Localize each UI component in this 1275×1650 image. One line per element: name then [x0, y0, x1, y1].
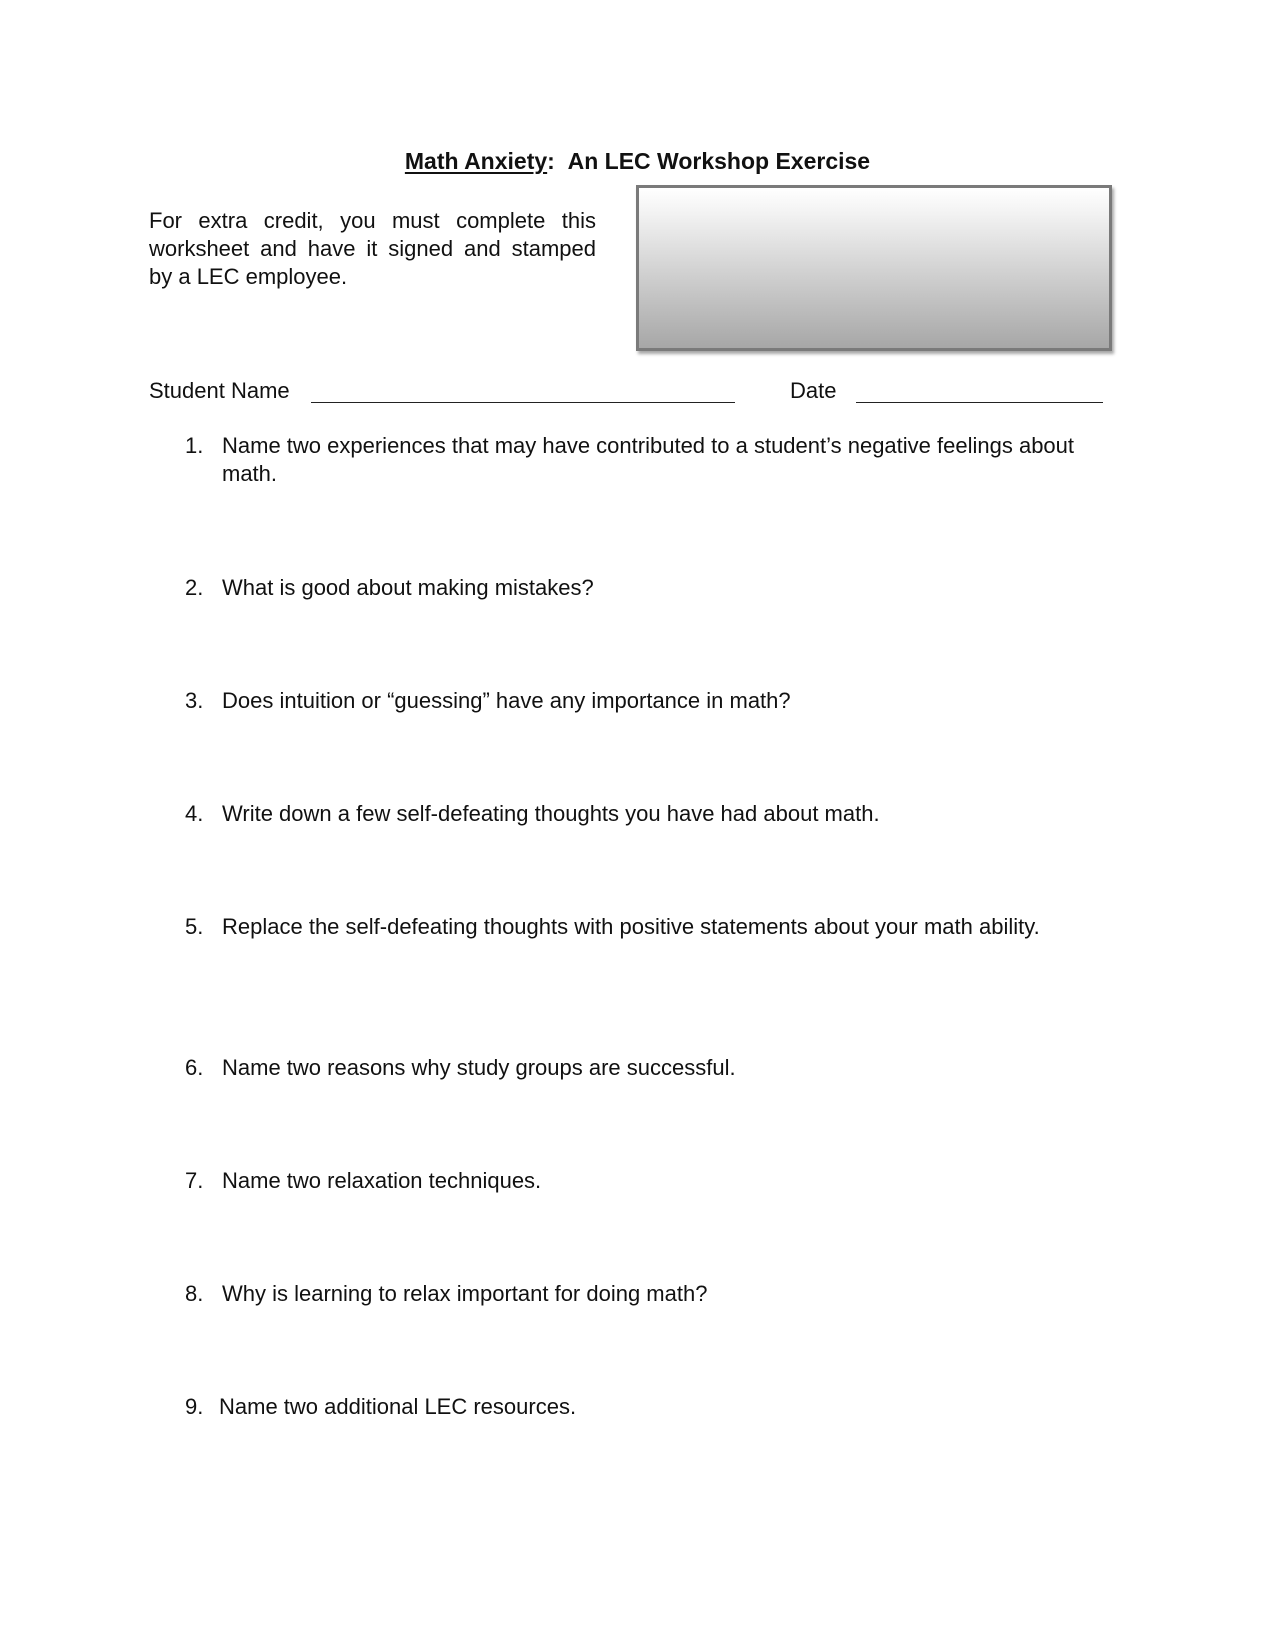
question-number: 9.: [185, 1394, 204, 1419]
title-rest: An LEC Workshop Exercise: [567, 148, 871, 174]
question-number: 2.: [185, 575, 204, 600]
question-text: Replace the self-defeating thoughts with positive statements about your math ability.: [222, 914, 1040, 939]
student-name-line[interactable]: [311, 402, 735, 403]
question-number: 5.: [185, 914, 204, 939]
question-number: 1.: [185, 433, 204, 458]
stamp-signature-box: [636, 185, 1112, 351]
question-text: Why is learning to relax important for doing math?: [222, 1281, 708, 1306]
date-label: Date: [790, 378, 837, 403]
student-info-row: [149, 377, 1114, 407]
intro-text: For extra credit, you must complete this worksheet and have it signed and stamped by a LEC employee.: [149, 208, 596, 289]
question-number: 7.: [185, 1168, 204, 1193]
question-text: Name two relaxation techniques.: [222, 1168, 542, 1193]
question-number: 4.: [185, 801, 204, 826]
question-number: 6.: [185, 1055, 204, 1080]
question-text: Does intuition or “guessing” have any importance in math?: [222, 688, 791, 713]
student-name-label: Student Name: [149, 378, 290, 403]
question-text: Write down a few self-defeating thoughts you have had about math.: [222, 801, 880, 826]
question-text: Name two additional LEC resources.: [219, 1394, 577, 1419]
date-line[interactable]: [856, 402, 1103, 403]
title-separator: :: [547, 148, 555, 174]
page-title: [0, 147, 1275, 175]
question-number: 8.: [185, 1281, 204, 1306]
question-text: What is good about making mistakes?: [222, 575, 594, 600]
question-text: Name two experiences that may have contributed to a student’s negative feelings about math.: [222, 433, 1075, 486]
title-underlined: Math Anxiety: [404, 148, 548, 174]
question-number: 3.: [185, 688, 204, 713]
question-text: Name two reasons why study groups are successful.: [222, 1055, 736, 1080]
